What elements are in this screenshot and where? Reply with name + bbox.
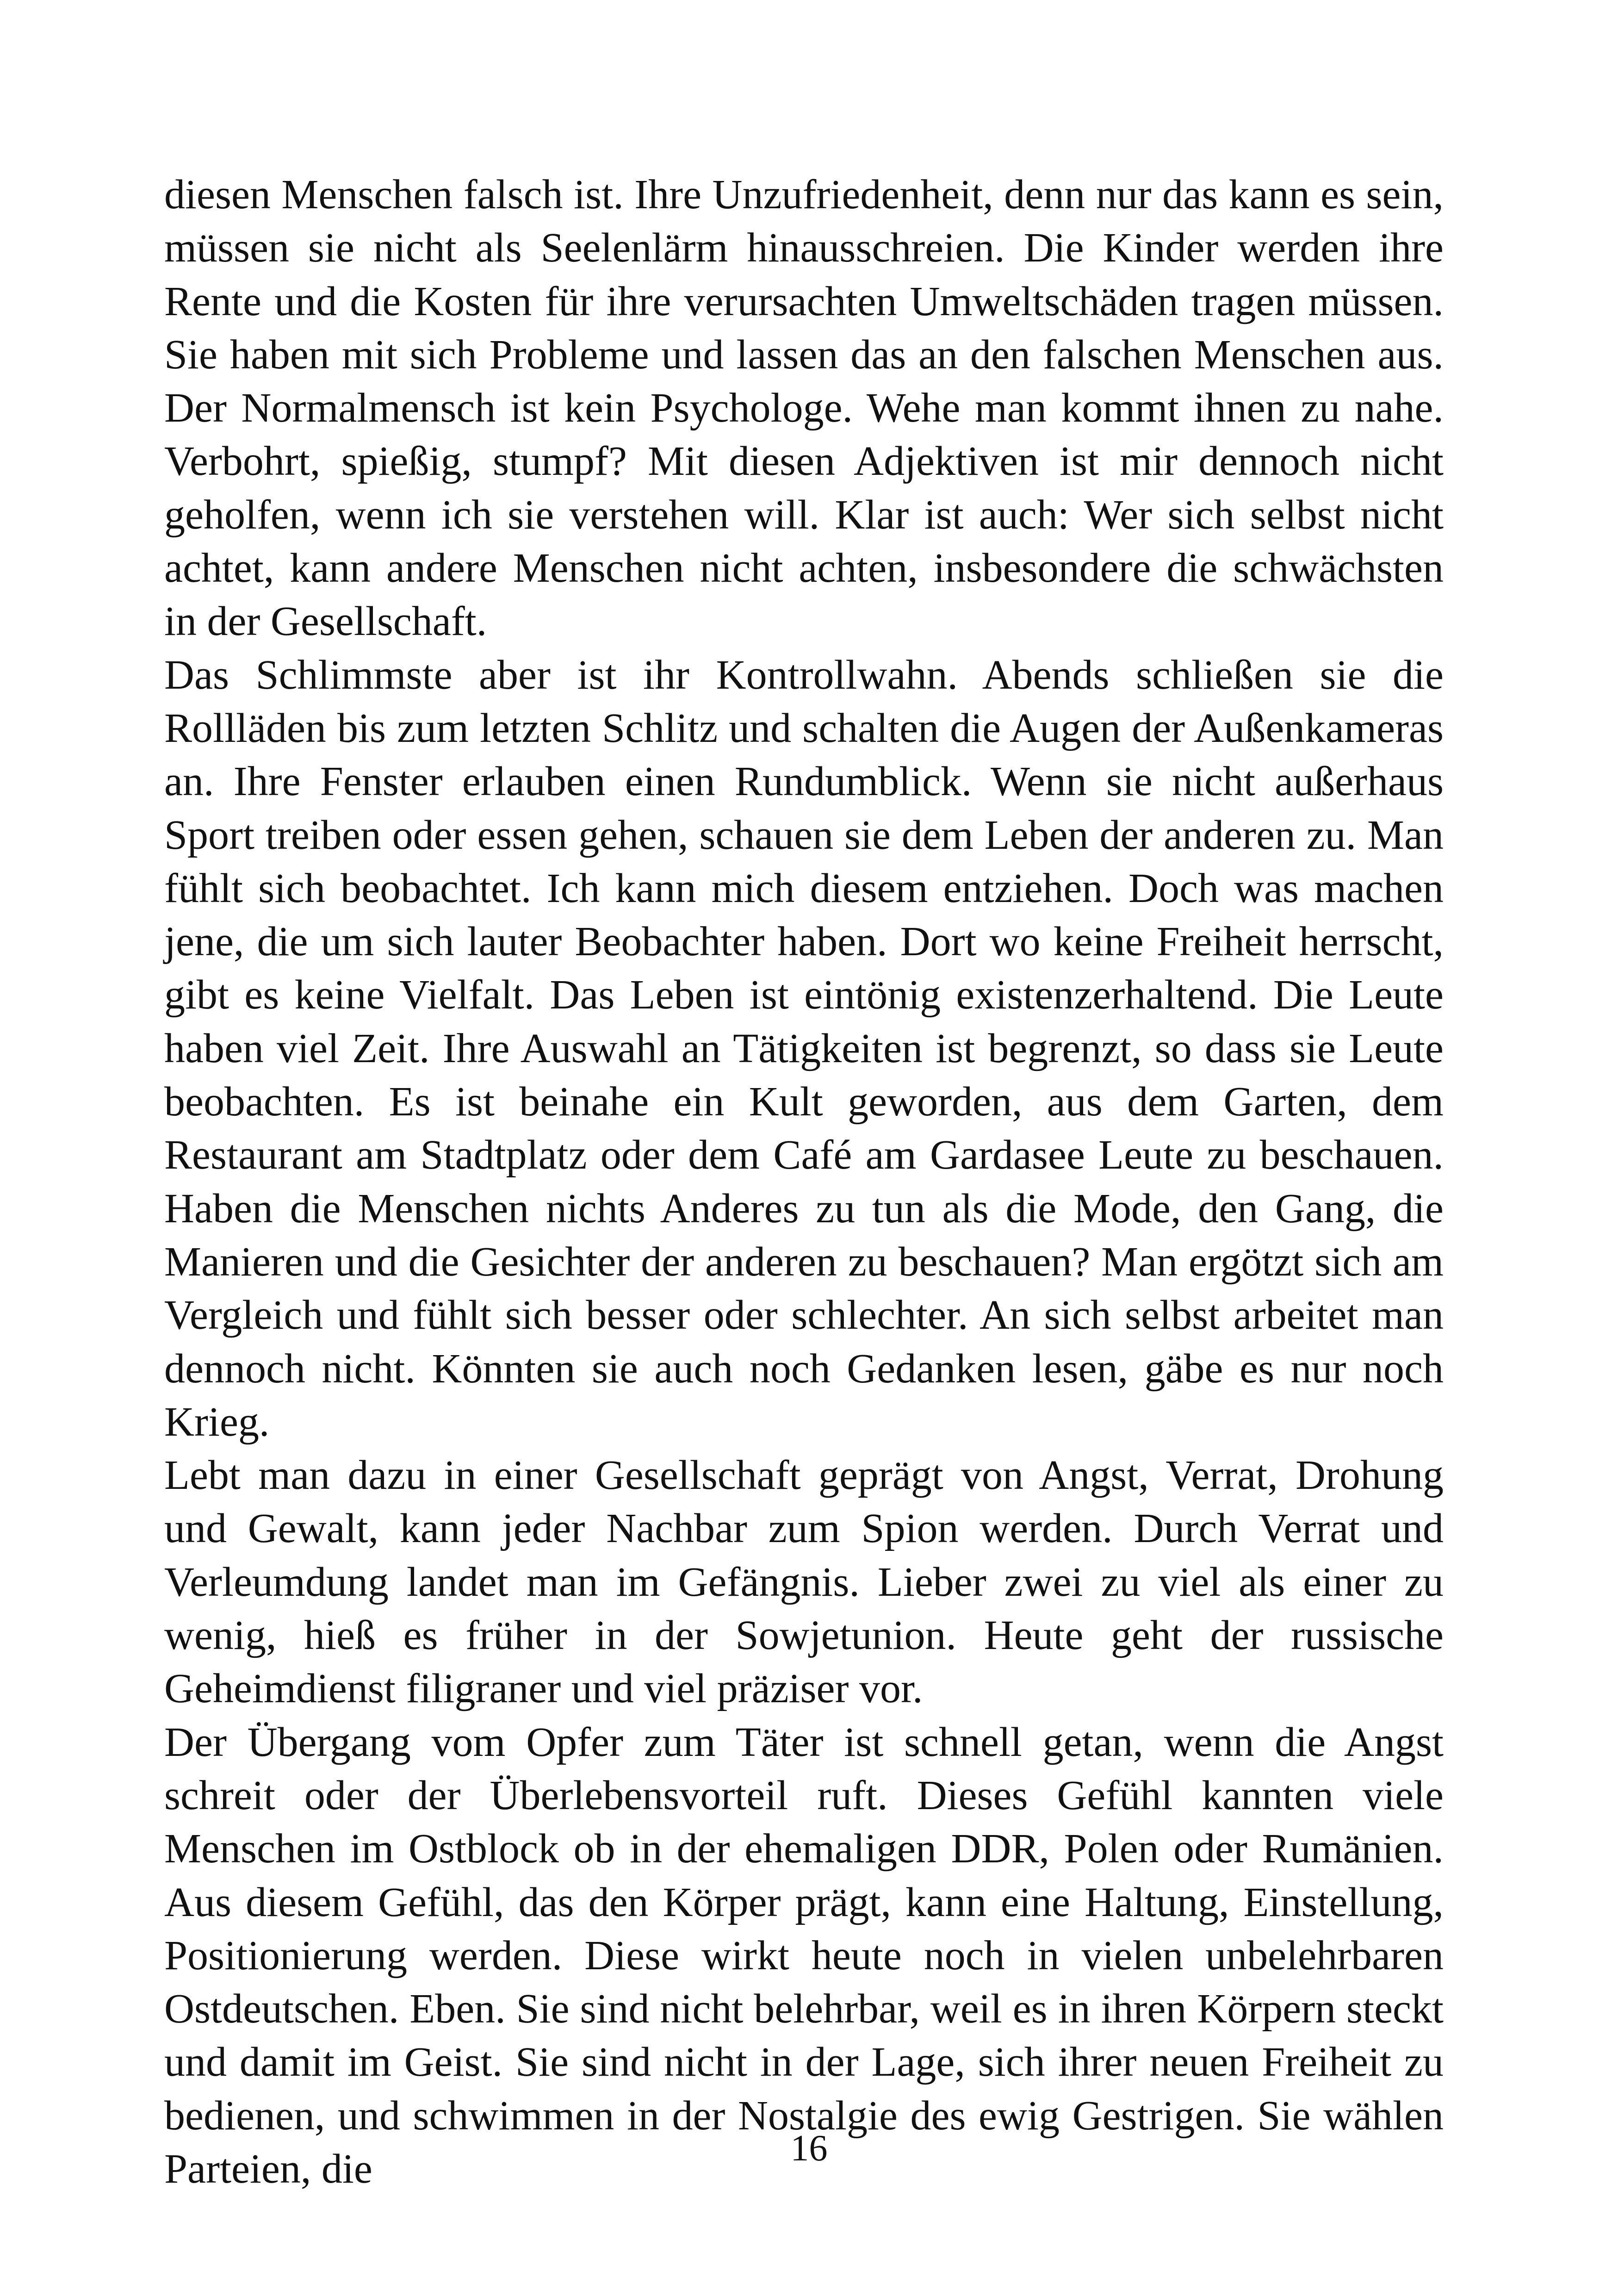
paragraph: Lebt man dazu in einer Gesellschaft geprägt von Angst, Verrat, Drohung und Gewalt, kann jeder Nachbar zum Spion werden. Durch Verrat und Verleumdung landet man im Gefängnis. Lieber zwei zu viel als einer zu wenig, hieß es früher in der Sowjetunion. Heute geht der russische Geheimdienst filigraner und viel präziser vor. (164, 1452, 1444, 1712)
body-text (164, 168, 1444, 2196)
paragraph: diesen Menschen falsch ist. Ihre Unzufriedenheit, denn nur das kann es sein, müssen sie nicht als Seelenlärm hinausschreien. Die Kinder werden ihre Rente und die Kosten für ihre verursachten Umweltschäden tragen müssen. Sie haben mit sich Probleme und lassen das an den falschen Menschen aus. Der Normalmensch ist kein Psychologe. Wehe man kommt ihnen zu nahe. Verbohrt, spießig, stumpf? Mit diesen Adjektiven ist mir dennoch nicht geholfen, wenn ich sie verstehen will. Klar ist auch: Wer sich selbst nicht achtet, kann andere Menschen nicht achten, insbesondere die schwächsten in der Gesellschaft. (164, 172, 1444, 645)
page-number: 16 (790, 2128, 828, 2169)
paragraph: Das Schlimmste aber ist ihr Kontrollwahn. Abends schließen sie die Rollläden bis zum letzten Schlitz und schalten die Augen der Außenkameras an. Ihre Fenster erlauben einen Rundumblick. Wenn sie nicht außerhaus Sport treiben oder essen gehen, schauen sie dem Leben der anderen zu. Man fühlt sich beobachtet. Ich kann mich diesem entziehen. Doch was machen jene, die um sich lauter Beobachter haben. Dort wo keine Freiheit herrscht, gibt es keine Vielfalt. Das Leben ist eintönig existenzerhaltend. Die Leute haben viel Zeit. Ihre Auswahl an Tätigkeiten ist begrenzt, so dass sie Leute beobachten. Es ist beinahe ein Kult geworden, aus dem Garten, dem Restaurant am Stadtplatz oder dem Café am Gardasee Leute zu beschauen. Haben die Menschen nichts Anderes zu tun als die Mode, den Gang, die Manieren und die Gesichter der anderen zu beschauen? Man ergötzt sich am Vergleich und fühlt sich besser oder schlechter. An sich selbst arbeitet man dennoch nicht. Könnten sie auch noch Gedanken lesen, gäbe es nur noch Krieg. (164, 652, 1444, 1445)
paragraph: Der Übergang vom Opfer zum Täter ist schnell getan, wenn die Angst schreit oder der Überlebensvorteil ruft. Dieses Gefühl kannten viele Menschen im Ostblock ob in der ehemaligen DDR, Polen oder Rumänien. Aus diesem Gefühl, das den Körper prägt, kann eine Haltung, Einstellung, Positionierung werden. Diese wirkt heute noch in vielen unbelehrbaren Ostdeutschen. Eben. Sie sind nicht belehrbar, weil es in ihren Körpern steckt und damit im Geist. Sie sind nicht in der Lage, sich ihrer neuen Freiheit zu bedienen, und schwimmen in der Nostalgie des ewig Gestrigen. Sie wählen Parteien, die (164, 1719, 1444, 2192)
